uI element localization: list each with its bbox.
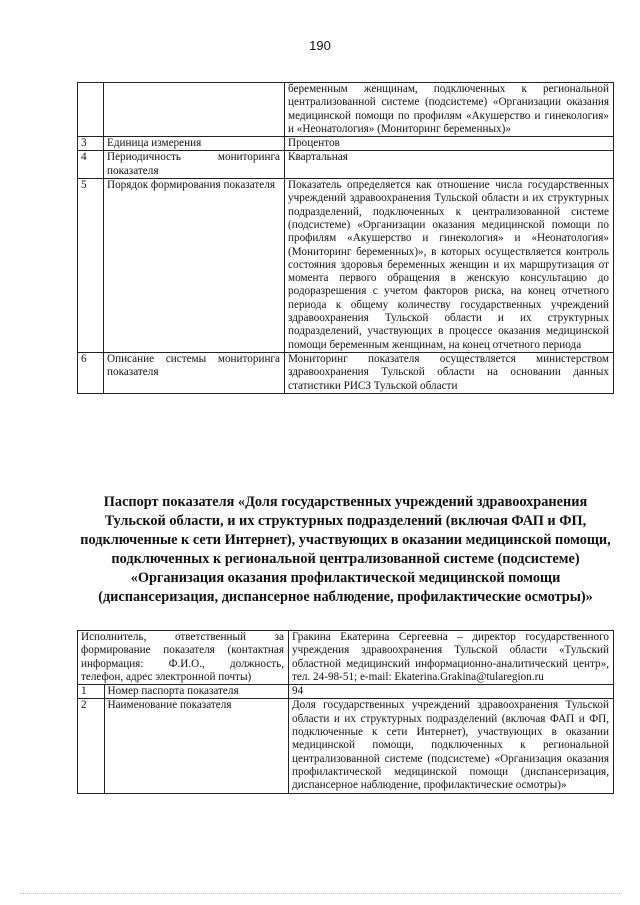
table-row	[78, 83, 614, 137]
row-number-cell	[78, 83, 104, 137]
table-row	[78, 179, 614, 353]
row-number-cell: 2	[78, 699, 105, 793]
table-row	[78, 151, 614, 179]
row-value-cell: Мониторинг показателя осуществляется министерством здравоохранения Тульской области на основании данных статистики РИСЗ Тульской области	[285, 352, 614, 393]
table-row	[78, 685, 614, 699]
row-value-cell: Доля государственных учреждений здравоохранения Тульской области и их структурных подразделений (включая ФАП и ФП, подключенные к сети Интернет), участвующих в оказании медицинской помощи, подключенных к региональной централизованной системе (подсистеме) «Организация оказания профилактической медицинской помощи (диспансеризация, диспансерное наблюдение, профилактические осмотры)»	[289, 699, 614, 793]
table-row	[78, 699, 614, 793]
row-number-cell: 1	[78, 685, 105, 699]
row-label-cell: Номер паспорта показателя	[104, 685, 289, 699]
row-label-cell: Единица измерения	[104, 137, 285, 151]
table-row	[78, 352, 614, 393]
row-number-cell: 5	[78, 179, 104, 353]
passport-table	[77, 630, 614, 794]
row-value-cell: беременным женщинам, подключенных к региональной централизованной системе (подсистеме) «Организации оказания медицинской помощи по профилям «Акушерство и гинекология» и «Неонатология» (Мониторинг беременных)»	[285, 83, 614, 137]
row-number-cell: 3	[78, 137, 104, 151]
executor-label-cell: Исполнитель, ответственный за формирование показателя (контактная информация: Ф.И.О., должность, телефон, адрес электронной почты)	[78, 631, 289, 685]
row-number-cell: 4	[78, 151, 104, 179]
row-label-cell: Порядок формирования показателя	[104, 179, 285, 353]
row-number-cell: 6	[78, 352, 104, 393]
indicator-table-continued	[77, 82, 614, 394]
table-row	[78, 631, 614, 685]
row-value-cell: Показатель определяется как отношение числа государственных учреждений здравоохранения Тульской области и их структурных подразделений, подключенных к централизованной системе (подсистеме) «Организации оказания медицинской помощи по профилям «Акушерство и гинекология» и «Неонатология» (Мониторинг беременных)», в которых осуществляется контроль состояния здоровья беременных женщин и их маршрутизация от момента первого обращения в женскую консультацию до родоразрешения с учетом факторов риска, на конец отчетного периода к общему количеству государственных учреждений здравоохранения Тульской области и их структурных подразделений, участвующих в процессе оказания медицинской помощи беременным женщинам, на конец отчетного периода	[285, 179, 614, 353]
row-value-cell: Квартальная	[285, 151, 614, 179]
page-number: 190	[309, 38, 331, 53]
row-value-cell: Процентов	[285, 137, 614, 151]
row-label-cell: Описание системы мониторинга показателя	[104, 352, 285, 393]
row-label-cell: Наименование показателя	[104, 699, 289, 793]
row-label-cell	[104, 83, 285, 137]
scan-artifact-line	[20, 893, 620, 894]
passport-heading: Паспорт показателя «Доля государственных учреждений здравоохранения Тульской области, и их структурных подразделений (включая ФАП и ФП, подключенные к сети Интернет), участвующих в оказании медицинской помощи, подключенных к региональной централизованной системе (подсистеме) «Организация оказания профилактической медицинской помощи (диспансеризация, диспансерное наблюдение, профилактические осмотры)»	[80, 494, 611, 605]
row-label-cell: Периодичность мониторинга показателя	[104, 151, 285, 179]
row-value-cell: 94	[289, 685, 614, 699]
executor-value-cell: Гракина Екатерина Сергеевна – директор государственного учреждения здравоохранения Тульской области «Тульский областной медицинский информационно-аналитический центр», тел. 24-98-51; e-mail: Ekaterina.Grakina@tularegion.ru	[289, 631, 614, 685]
table-row	[78, 137, 614, 151]
